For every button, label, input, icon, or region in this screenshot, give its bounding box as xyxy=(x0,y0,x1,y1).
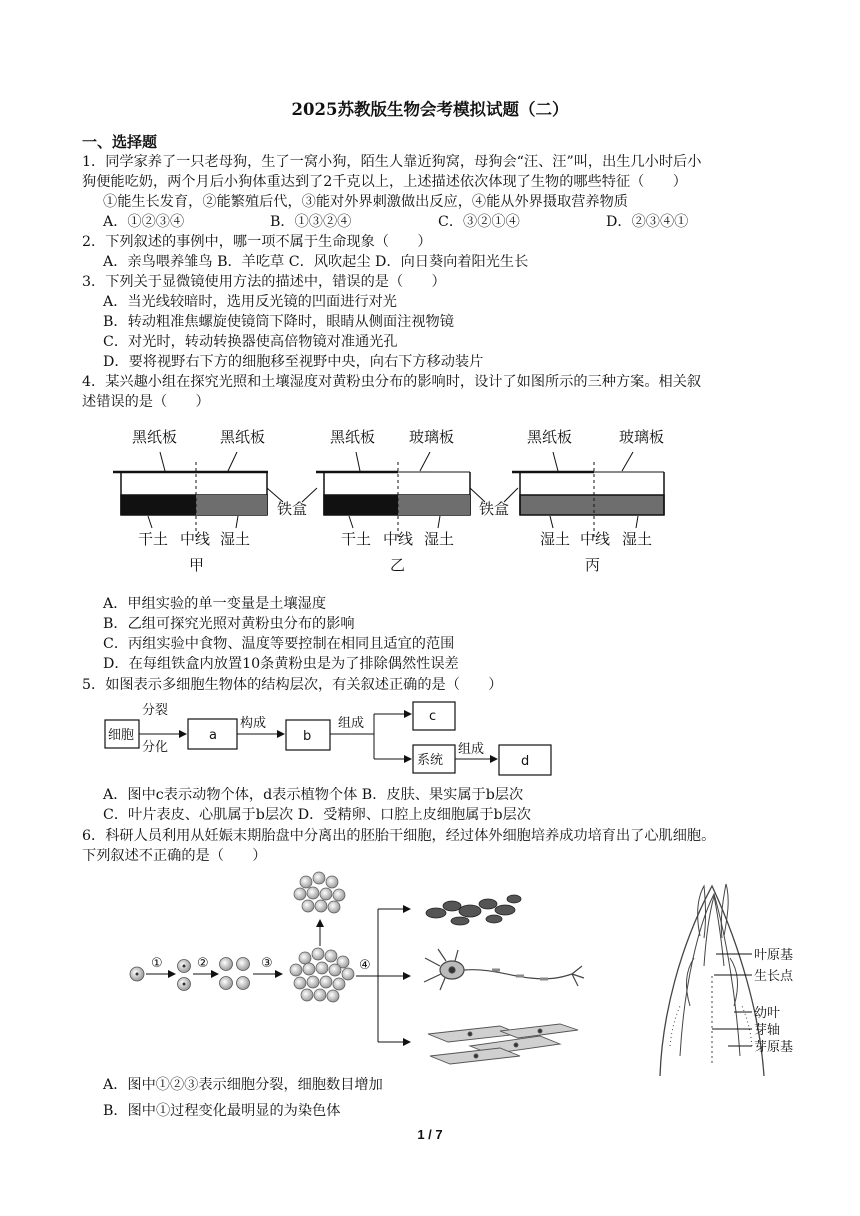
label-form-1: 组成 xyxy=(338,716,365,731)
page-title: 2025苏教版生物会考模拟试题（二） xyxy=(291,100,569,119)
bud-label-young-leaf: 幼叶 xyxy=(754,1006,781,1021)
label-compose: 构成 xyxy=(240,716,267,731)
label-black-board-bing: 黑纸板 xyxy=(527,428,573,446)
label-group-jia: 甲 xyxy=(189,556,205,574)
label-iron-box-2: 铁盒 xyxy=(479,500,510,518)
label-iron-box-1: 铁盒 xyxy=(277,500,308,518)
bud-label-bud-axis: 芽轴 xyxy=(754,1023,781,1038)
label-divide: 分裂 xyxy=(142,703,169,718)
label-differentiate: 分化 xyxy=(142,740,169,755)
q3-option-a: A．当光线较暗时，选用反光镜的凹面进行对光 xyxy=(103,294,397,310)
blood-cells-image xyxy=(426,895,521,925)
label-midline-jia: 中线 xyxy=(180,530,211,548)
q3-option-c: C．对光时，转动转换器使高倍物镜对准通光孔 xyxy=(103,334,398,350)
q4-option-a: A．甲组实验的单一变量是土壤湿度 xyxy=(103,596,327,612)
label-black-board-jia-2: 黑纸板 xyxy=(220,428,266,446)
label-midline-yi: 中线 xyxy=(383,530,414,548)
step-3-label: ③ xyxy=(261,956,273,971)
label-cell: 细胞 xyxy=(108,728,135,743)
q1-option-d: D．②③④① xyxy=(606,214,689,230)
q3-stem: 3．下列关于显微镜使用方法的描述中，错误的是（ ） xyxy=(82,274,446,290)
neuron-image xyxy=(424,949,584,990)
q5-option-ab: A．图中c表示动物个体，d表示植物个体 B．皮肤、果实属于b层次 xyxy=(103,787,524,803)
q4-stem-line2: 述错误的是（ ） xyxy=(82,394,210,410)
label-wet-soil-bing-2: 湿土 xyxy=(622,530,653,548)
q1-stem-line2: 狗便能吃奶，两个月后小狗体重达到了2千克以上，上述描述依次体现了生物的哪些特征（ ） xyxy=(82,174,687,190)
label-dry-soil-jia: 干土 xyxy=(138,530,169,548)
q5-option-cd: C．叶片表皮、心肌属于b层次 D．受精卵、口腔上皮细胞属于b层次 xyxy=(103,807,531,823)
q3-option-b: B．转动粗准焦螺旋使镜筒下降时，眼睛从侧面注视物镜 xyxy=(103,314,454,330)
group-jia-box xyxy=(113,428,268,574)
box-c-label: c xyxy=(429,709,437,724)
page-number: 1 / 7 xyxy=(417,1127,443,1142)
box-d-label: d xyxy=(521,754,530,769)
q1-option-b: B．①③②④ xyxy=(270,214,352,230)
q6-option-a: A．图中①②③表示细胞分裂，细胞数目增加 xyxy=(103,1077,383,1093)
box-a-label: a xyxy=(209,728,217,743)
top-cluster xyxy=(294,872,345,913)
q4-stem-line1: 4．某兴趣小组在探究光照和土壤湿度对黄粉虫分布的影响时，设计了如图所示的三种方案。相关叙 xyxy=(82,374,702,390)
step-2-label: ② xyxy=(197,956,209,971)
box-b-label: b xyxy=(303,729,312,744)
bud-label-bud-primordium: 芽原基 xyxy=(754,1040,794,1055)
bud-label-growing-point: 生长点 xyxy=(754,969,794,984)
q6-stem-line2: 下列叙述不正确的是（ ） xyxy=(82,848,267,864)
label-glass-board-bing: 玻璃板 xyxy=(619,428,665,446)
q1-traits: ①能生长发育，②能繁殖后代，③能对外界刺激做出反应，④能从外界摄取营养物质 xyxy=(103,194,628,210)
stem-cell-diagram xyxy=(0,866,860,1076)
structure-levels-diagram xyxy=(0,696,860,782)
label-black-board-yi: 黑纸板 xyxy=(330,428,376,446)
q6-stem-line1: 6．科研人员利用从妊娠末期胎盘中分离出的胚胎干细胞，经过体外细胞培养成功培育出了心肌细胞。 xyxy=(82,828,716,844)
q4-option-b: B．乙组可探究光照对黄粉虫分布的影响 xyxy=(103,616,355,632)
label-group-bing: 丙 xyxy=(585,556,601,574)
muscle-cells-image xyxy=(428,1024,578,1064)
q1-option-c: C．③②①④ xyxy=(438,214,520,230)
q1-option-a: A．①②③④ xyxy=(103,214,185,230)
q2-stem: 2．下列叙述的事例中，哪一项不属于生命现象（ ） xyxy=(82,234,432,250)
two-cells xyxy=(178,960,191,991)
q4-option-d: D．在每组铁盒内放置10条黄粉虫是为了排除偶然性误差 xyxy=(103,656,459,672)
group-yi-box xyxy=(316,428,470,574)
cell-mass xyxy=(290,948,354,1002)
q6-option-b: B．图中①过程变化最明显的为染色体 xyxy=(103,1103,341,1119)
label-glass-board-yi: 玻璃板 xyxy=(409,428,455,446)
label-midline-bing: 中线 xyxy=(580,530,611,548)
q2-options: A．亲鸟喂养雏鸟 B．羊吃草 C．风吹起尘 D．向日葵向着阳光生长 xyxy=(103,254,529,270)
group-bing-box xyxy=(512,428,664,574)
section-heading: 一、选择题 xyxy=(82,133,158,151)
label-form-2: 组成 xyxy=(458,742,485,757)
q4-option-c: C．丙组实验中食物、温度等要控制在相同且适宜的范围 xyxy=(103,636,455,652)
label-group-yi: 乙 xyxy=(390,556,406,574)
single-cell xyxy=(130,967,144,981)
step-1-label: ① xyxy=(151,956,163,971)
q5-stem: 5．如图表示多细胞生物体的结构层次，有关叙述正确的是（ ） xyxy=(82,677,503,693)
insect-experiment-diagram xyxy=(0,420,860,580)
bud-label-leaf-primordium: 叶原基 xyxy=(754,948,794,963)
step-4-label: ④ xyxy=(359,958,371,973)
label-dry-soil-yi: 干土 xyxy=(341,530,372,548)
label-black-board-jia: 黑纸板 xyxy=(132,428,178,446)
label-wet-soil-yi: 湿土 xyxy=(424,530,455,548)
label-wet-soil-bing: 湿土 xyxy=(540,530,571,548)
label-wet-soil-jia: 湿土 xyxy=(220,530,251,548)
q1-stem-line1: 1．同学家养了一只老母狗，生了一窝小狗，陌生人靠近狗窝，母狗会“汪、汪”叫，出生几小时后小 xyxy=(82,154,702,170)
bud-section-image xyxy=(660,884,764,1076)
q3-option-d: D．要将视野右下方的细胞移至视野中央，向右下方移动装片 xyxy=(103,354,484,370)
four-cells xyxy=(220,958,250,990)
label-system: 系统 xyxy=(417,753,444,768)
